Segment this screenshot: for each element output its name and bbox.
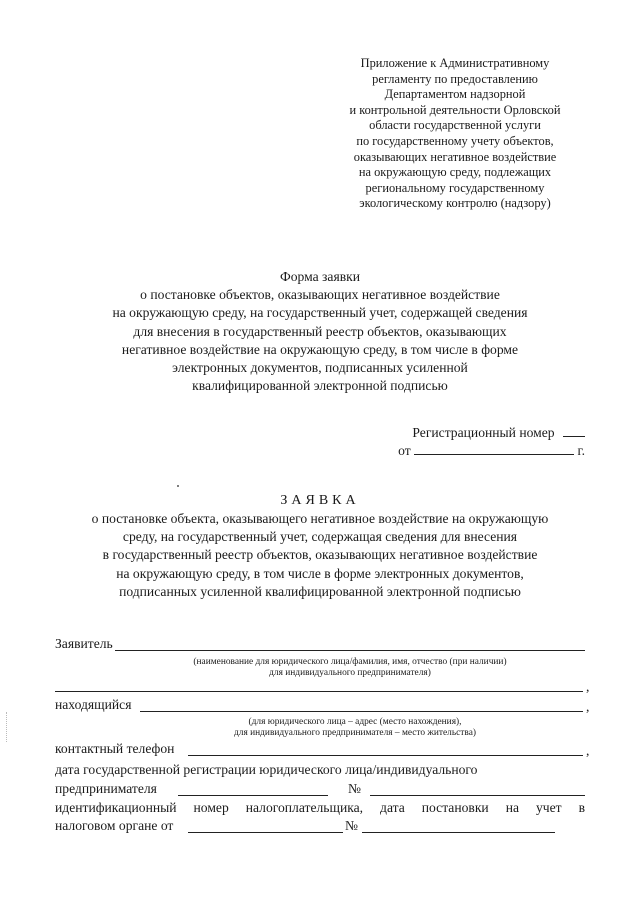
- registration-block: [398, 424, 585, 460]
- registration-number-label: Регистрационный номер: [412, 425, 555, 440]
- applicant-hint-2: для индивидуального предпринимателя): [269, 668, 431, 678]
- phone-label: контактный телефон: [55, 741, 175, 756]
- annex-line: региональному государственному: [365, 180, 545, 195]
- form-title-line: Форма заявки: [279, 269, 361, 284]
- state-reg-number-line[interactable]: [370, 795, 585, 796]
- margin-mark: [6, 712, 8, 742]
- phone-line[interactable]: [188, 755, 583, 756]
- registration-date-prefix: от: [398, 443, 411, 458]
- applicant-label: Заявитель: [55, 636, 113, 651]
- location-hint-1: (для юридического лица – адрес (место нахождения),: [248, 717, 462, 727]
- location-comma: ,: [586, 699, 590, 714]
- annex-line: по государственному учету объектов,: [356, 133, 554, 148]
- inn-number-line[interactable]: [362, 832, 555, 833]
- zayavka-line: о постановке объекта, оказывающего негативное воздействие на окружающую: [91, 511, 549, 526]
- annex-line: экологическому контролю (надзору): [359, 196, 551, 211]
- form-title-line: о постановке объектов, оказывающих негативное воздействие: [140, 287, 500, 303]
- state-reg-number-sign: №: [348, 781, 361, 796]
- registration-date-row: [398, 442, 585, 460]
- annex-line: и контрольной деятельности Орловской: [349, 102, 561, 117]
- registration-date-blank[interactable]: [414, 442, 574, 455]
- registration-number-blank[interactable]: [563, 424, 585, 437]
- zayavka-line: подписанных усиленной квалифицированной электронной подписью: [119, 583, 521, 599]
- inn-label-2: налоговом органе от: [55, 818, 174, 833]
- form-title-line: электронных документов, подписанных усиленной: [172, 360, 468, 376]
- state-reg-label-2: предпринимателя: [55, 781, 157, 796]
- applicant-line-2[interactable]: [55, 691, 583, 692]
- state-reg-label: дата государственной регистрации юридического лица/индивидуального: [55, 762, 478, 777]
- annex-line: регламенту по предоставлению: [372, 71, 538, 86]
- zayavka-line: среду, на государственный учет, содержащая сведения для внесения: [122, 529, 518, 545]
- form-title-line: негативное воздействие на окружающую среду, в том числе в форме: [121, 341, 519, 357]
- annex-block: [335, 56, 575, 212]
- inn-number-sign: №: [345, 818, 358, 833]
- form-title-line: на окружающую среду, на государственный учет, содержащей сведения: [112, 305, 528, 321]
- phone-comma: ,: [586, 743, 590, 758]
- annex-line: на окружающую среду, подлежащих: [358, 165, 552, 180]
- form-title-line: квалифицированной электронной подписью: [192, 378, 448, 394]
- location-line[interactable]: [140, 711, 583, 712]
- annex-line: оказывающих негативное воздействие: [353, 149, 557, 164]
- annex-line: области государственной услуги: [369, 118, 541, 133]
- registration-date-suffix: г.: [577, 443, 585, 458]
- zayavka-subtitle: [60, 510, 580, 601]
- applicant-comma: ,: [586, 679, 590, 694]
- inn-date-line[interactable]: [188, 832, 343, 833]
- annex-line: Департаментом надзорной: [384, 87, 526, 102]
- stray-dot: [177, 485, 179, 487]
- location-label: находящийся: [55, 697, 132, 712]
- inn-label: идентификационный номер налогоплательщика, дата постановки на учет в: [55, 800, 585, 815]
- form-title-line: для внесения в государственный реестр объектов, оказывающих: [133, 323, 507, 339]
- zayavka-line: на окружающую среду, в том числе в форме электронных документов,: [116, 565, 524, 581]
- annex-line: Приложение к Административному: [360, 56, 550, 70]
- applicant-line[interactable]: [115, 650, 585, 651]
- registration-number-row: [398, 424, 585, 442]
- zayavka-heading: ЗАЯВКА: [280, 493, 360, 508]
- applicant-hint-1: (наименование для юридического лица/фамилия, имя, отчество (при наличии): [193, 657, 507, 667]
- zayavka-line: в государственный реестр объектов, оказывающих негативное воздействие: [102, 547, 538, 563]
- location-hint-2: для индивидуального предпринимателя – место жительства): [234, 728, 476, 738]
- form-title: [70, 268, 570, 395]
- state-reg-date-line[interactable]: [178, 795, 328, 796]
